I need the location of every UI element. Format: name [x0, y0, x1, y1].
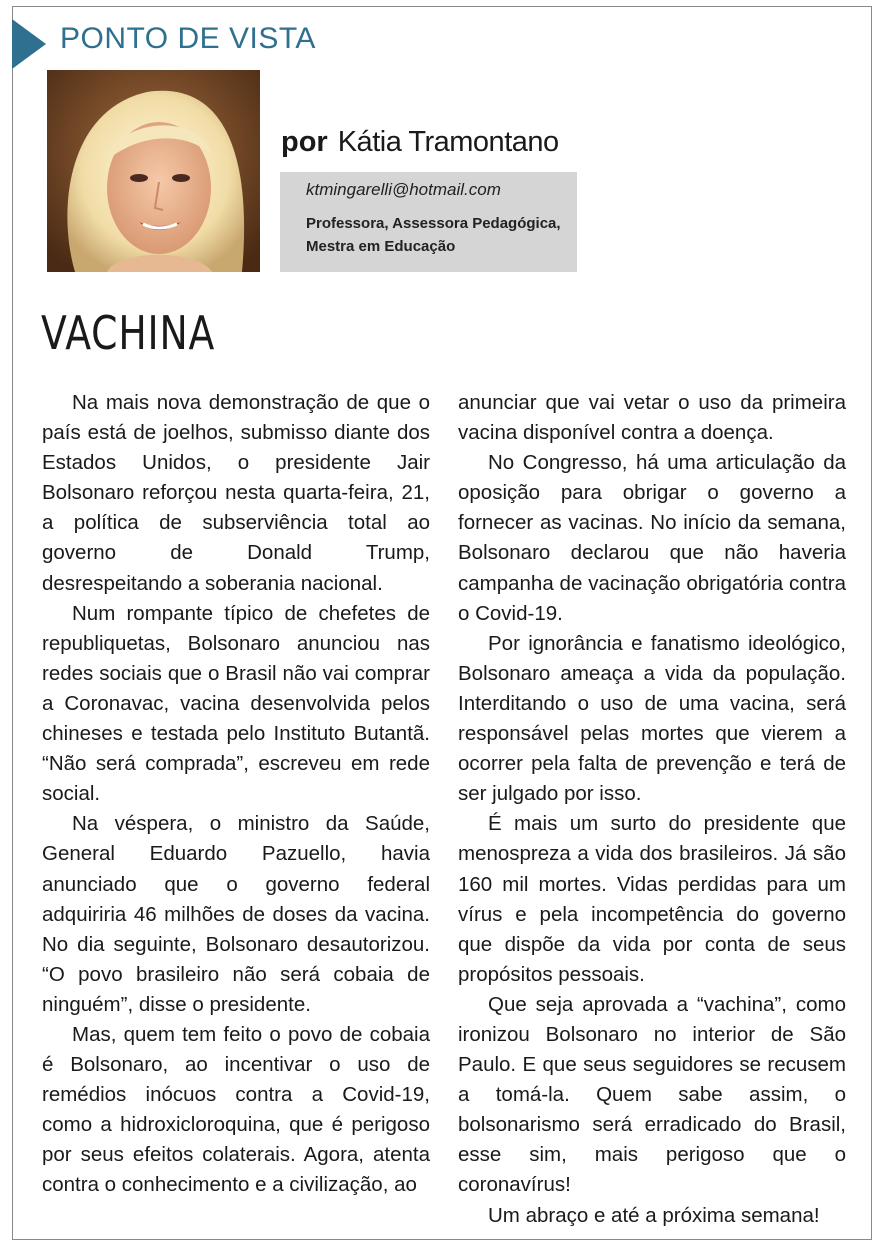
article-title: VACHINA	[41, 306, 216, 360]
paragraph: Que seja aprovada a “vachina”, como ironizou Bolsonaro no interior de São Paulo. E que seus seguidores se recusem a tomá-la. Quem sabe assim, o bolsonarismo será erradicado do Brasil, esse sim, mais perigoso que o coronavírus!	[458, 992, 846, 1197]
byline-prefix: por	[281, 126, 328, 158]
author-byline	[281, 126, 559, 159]
author-info-box	[280, 172, 577, 272]
section-label: PONTO DE VISTA	[60, 22, 316, 55]
paragraph: Num rompante típico de chefetes de republiquetas, Bolsonaro anunciou nas redes sociais que o Brasil não vai comprar a Coronavac, vacina desenvolvida pelos chineses e testada pelo Instituto Butantã. “Não será comprada”, escreveu em rede social.	[42, 601, 430, 806]
author-role: Professora, Assessora Pedagógica, Mestra em Educação	[306, 215, 561, 255]
paragraph: anunciar que vai vetar o uso da primeira vacina disponível contra a doença.	[458, 391, 846, 445]
section-arrow-icon	[12, 19, 46, 69]
paragraph: Por ignorância e fanatismo ideológico, Bolsonaro ameaça a vida da população. Interditando o uso de uma vacina, será responsável pelas mortes que vierem a ocorrer pela falta de prevenção e terá de ser julgado por isso.	[458, 631, 846, 806]
author-portrait-image	[47, 70, 260, 272]
author-name: Kátia Tramontano	[337, 126, 559, 158]
article-column-right	[458, 388, 846, 1231]
article-column-left	[42, 388, 430, 1201]
author-email: ktmingarelli@hotmail.com	[306, 180, 501, 199]
paragraph: Mas, quem tem feito o povo de cobaia é Bolsonaro, ao incentivar o uso de remédios inócuos contra a Covid-19, como a hidroxicloroquina, que é perigoso por seus efeitos colaterais. Agora, atenta contra o conhecimento e a civilização, ao	[42, 1022, 430, 1197]
author-photo	[47, 70, 260, 272]
closing-line: Um abraço e até a próxima semana!	[488, 1203, 820, 1227]
paragraph: É mais um surto do presidente que menospreza a vida dos brasileiros. Já são 160 mil mortes. Vidas perdidas para um vírus e pela incompetência do governo que dispõe da vida por conta de seus propósitos pessoais.	[458, 812, 846, 986]
paragraph: No Congresso, há uma articulação da oposição para obrigar o governo a fornecer as vacinas. No início da semana, Bolsonaro declarou que não haveria campanha de vacinação obrigatória contra o Covid-19.	[458, 451, 846, 625]
paragraph: Na véspera, o ministro da Saúde, General Eduardo Pazuello, havia anunciado que o governo federal adquiriria 46 milhões de doses da vacina. No dia seguinte, Bolsonaro desautorizou. “O povo brasileiro não será cobaia de ninguém”, disse o presidente.	[42, 812, 430, 1016]
paragraph: Na mais nova demonstração de que o país está de joelhos, submisso diante dos Estados Unidos, o presidente Jair Bolsonaro reforçou nesta quarta-feira, 21, a política de subserviência total ao governo de Donald Trump, desrespeitando a soberania nacional.	[42, 391, 430, 595]
